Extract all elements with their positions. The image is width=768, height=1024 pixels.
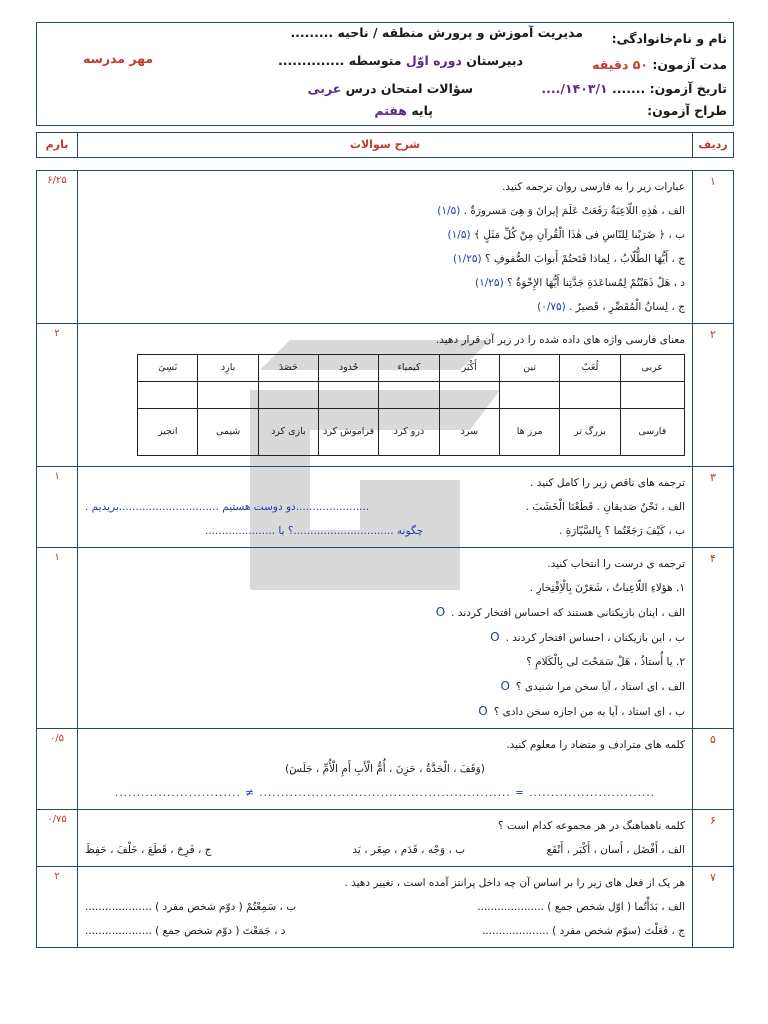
verb-row-2 bbox=[85, 919, 685, 943]
question-number: ۵ bbox=[692, 729, 733, 809]
question-7 bbox=[37, 867, 733, 947]
answer-blank[interactable]: چگونه ..............................؟ با ..................... bbox=[205, 525, 424, 537]
question-4 bbox=[37, 548, 733, 729]
exam-header bbox=[36, 22, 734, 126]
school-line: دبیرستان دوره اوّل متوسطه .............. bbox=[277, 53, 523, 68]
odd-one-out-sets bbox=[85, 838, 685, 862]
question-score: ۰/۵ bbox=[37, 729, 78, 809]
question-score: ۱ bbox=[37, 548, 78, 728]
answer-line bbox=[85, 781, 685, 805]
persian-word: شیمی bbox=[198, 409, 258, 456]
translate-item-e: ج ، لِسانُ الْمُقَصِّرِ ، قَصیرٌ . (۰/۷۵) bbox=[537, 301, 685, 313]
school-level: دوره اوّل bbox=[405, 53, 462, 68]
table-arabic-label: عربی bbox=[620, 355, 684, 382]
persian-word: انجیر bbox=[138, 409, 198, 456]
question-6 bbox=[37, 810, 733, 867]
answer-cell[interactable] bbox=[319, 382, 379, 409]
answer-cell[interactable] bbox=[138, 382, 198, 409]
arabic-word: تین bbox=[499, 355, 559, 382]
question-prompt: ترجمه های ناقص زیر را کامل کنید . bbox=[530, 477, 685, 489]
question-prompt: معنای فارسی واژه های داده شده را در زیر آن قرار دهید. bbox=[435, 334, 685, 346]
option-circle[interactable]: O bbox=[435, 605, 446, 619]
question-prompt: عبارات زیر را به فارسی روان ترجمه کنید. bbox=[502, 181, 685, 193]
synonym-blank[interactable]: ............................. = ............................. bbox=[384, 787, 655, 799]
question-prompt: ترجمه ی درست را انتخاب کنید. bbox=[547, 558, 685, 570]
persian-word: بزرگ تر bbox=[560, 409, 620, 456]
question-5 bbox=[37, 729, 733, 810]
option-2a[interactable]: الف ، ای استاد ، آیا سخن مرا شنیدی ؟O bbox=[500, 679, 685, 693]
option-2b[interactable]: ب ، ای استاد ، آیا به من اجازه سخن دادی ؟O bbox=[478, 704, 685, 718]
question-2 bbox=[37, 324, 733, 467]
caption-desc: شرح سوالات bbox=[349, 138, 421, 151]
persian-word: سرد bbox=[439, 409, 499, 456]
dept-title: مدیریت آموزش و پرورش منطقه / ناحیه ......... bbox=[290, 25, 583, 40]
set-c: ج ، فَرِحَ ، قَطَعَ ، خَلْفَ ، حَفِظَ bbox=[85, 844, 212, 856]
date-value: ۱۴۰۳/۱/.... bbox=[541, 81, 608, 96]
designer-label: طراح آزمون: bbox=[647, 103, 727, 118]
answer-cell[interactable] bbox=[258, 382, 318, 409]
translate-item-b: ب ، ﴿ ضَرَبْنا لِلنّاسِ فی هٰذَا الْقُرآنِ مِنْ کُلِّ مَثَلٍ ﴾ (۱/۵) bbox=[447, 229, 685, 241]
caption-score: بارم bbox=[37, 133, 78, 157]
persian-word: بازی کرد bbox=[258, 409, 318, 456]
questions-table bbox=[36, 170, 734, 948]
arabic-word: کیمیاء bbox=[379, 355, 439, 382]
answer-cell[interactable] bbox=[198, 382, 258, 409]
option-circle[interactable]: O bbox=[490, 630, 500, 644]
answer-cell[interactable] bbox=[560, 382, 620, 409]
question-score: ۲ bbox=[37, 324, 78, 466]
option-1a[interactable]: الف ، اینان بازیکنانی هستند که احساس افتخار کردند .O bbox=[435, 605, 685, 619]
answer-cell[interactable] bbox=[499, 382, 559, 409]
answer-cell[interactable] bbox=[379, 382, 439, 409]
caption-row: ردیف bbox=[692, 133, 733, 157]
question-score: ۶/۲۵ bbox=[37, 171, 78, 323]
question-number: ۲ bbox=[692, 324, 733, 466]
answer-blank[interactable]: ......................دو دوست هستیم ..............................بریدیم . bbox=[85, 501, 370, 513]
verb-item-b[interactable]: ب ، سَمِعْتُمْ ( دوّم شخص مفرد ) .................... bbox=[85, 901, 297, 913]
question-number: ۶ bbox=[692, 810, 733, 866]
verb-item-d[interactable]: د ، جَمَعْتَ ( دوّم شخص جمع ) .................... bbox=[85, 925, 286, 937]
table-persian-label: فارسی bbox=[620, 409, 684, 456]
option-circle[interactable]: O bbox=[478, 704, 488, 718]
set-a: الف ، أَفْضَل ، أَسان ، أَکْبَر ، أَنْفَع bbox=[546, 844, 685, 856]
sentence-2: ۲. یا أُستاذُ ، هَلْ سَمَحْتَ لی بِالْکَلامِ ؟ bbox=[526, 656, 685, 668]
grade-line: پایه هفتم bbox=[374, 103, 433, 118]
question-score: ۰/۷۵ bbox=[37, 810, 78, 866]
word-list: (وَقَفَ ، الْجَدَّةُ ، حَزِنَ ، أُمُّ الْأَبِ أَمِ الْأُمِّ ، جَلَسَ) bbox=[285, 763, 485, 775]
arabic-word: حَصَدَ bbox=[258, 355, 318, 382]
answer-cell[interactable] bbox=[439, 382, 499, 409]
completion-line-1: الف ، نَحْنُ صَدیقانِ . قَطَعْنَا الْخَشَبَ . ......................دو دوست هستیم ..............................بریدیم . bbox=[85, 495, 685, 519]
arabic-word: لُعَبٌ bbox=[560, 355, 620, 382]
antonym-blank[interactable]: ............................. ≠ ............................. bbox=[115, 787, 386, 799]
question-number: ۳ bbox=[692, 467, 733, 547]
completion-line-2: ب ، کَیْفَ رَجَعْتُما ؟ بِالسَّیّارَةِ . چگونه ..............................؟ با ..................... bbox=[85, 519, 685, 543]
option-1b[interactable]: ب ، این بازیکنان ، احساس افتخار کردند .O bbox=[490, 630, 685, 644]
translate-item-c: ج ، أَیُّهَا الطُّلّابُ ، لِماذا فَتَحتُمْ أَبوابَ الصُّفوفِ ؟ (۱/۲۵) bbox=[452, 253, 685, 265]
duration-label: مدت آزمون: ۵۰ دقیقه bbox=[592, 57, 727, 72]
arabic-word: نَسِیَ bbox=[138, 355, 198, 382]
verb-item-a[interactable]: الف ، بَدَأْتُما ( اوّل شخص جمع ) .................... bbox=[477, 901, 685, 913]
grade-value: هفتم bbox=[374, 103, 407, 118]
question-number: ۱ bbox=[692, 171, 733, 323]
verb-row-1 bbox=[85, 895, 685, 919]
arabic-word: أَکْبَر bbox=[439, 355, 499, 382]
question-prompt: هر یک از فعل های زیر را بر اساس آن چه داخل پرانتز آمده است ، تغییر دهید . bbox=[344, 877, 685, 889]
persian-word: فراموش کرد bbox=[319, 409, 379, 456]
exam-subject: عربی bbox=[307, 81, 342, 96]
arabic-word: بارِد bbox=[198, 355, 258, 382]
question-3 bbox=[37, 467, 733, 548]
date-label: تاریخ آزمون: ....... ۱۴۰۳/۱/.... bbox=[541, 81, 727, 96]
exam-sheet bbox=[36, 22, 734, 952]
translate-item-a: الف ، هٰذِهِ اللّاعِبَةُ رَفَعَتْ عَلَمَ إیرانَ وَ هِیَ مَسرورَةٌ . (۱/۵) bbox=[437, 205, 685, 217]
name-label: نام و نام‌خانوادگی: bbox=[611, 31, 727, 46]
option-circle[interactable]: O bbox=[500, 679, 510, 693]
vocab-table bbox=[137, 354, 685, 456]
duration-value: ۵۰ دقیقه bbox=[592, 57, 649, 72]
questions-caption bbox=[36, 132, 734, 158]
verb-item-c[interactable]: ج ، فَعَلْتَ (سوّم شخص مفرد ) .................... bbox=[482, 925, 685, 937]
question-prompt: کلمه های مترادف و متضاد را معلوم کنید. bbox=[506, 739, 685, 751]
set-b: ب ، وَجْه ، قَدَم ، صِغَر ، یَد bbox=[352, 844, 465, 856]
question-1 bbox=[37, 171, 733, 324]
exam-title: سؤالات امتحان درس عربی bbox=[307, 81, 473, 96]
school-stamp-label: مهر مدرسه bbox=[83, 51, 154, 66]
question-prompt: کلمه ناهماهنگ در هر مجموعه کدام است ؟ bbox=[498, 820, 685, 832]
translate-item-d: د ، هَلْ ذَهَبْتُمْ لِمُساعَدَةِ جَدَّتِنا أَیُّهَا الإِخْوَةُ ؟ (۱/۲۵) bbox=[474, 277, 685, 289]
blank-cell bbox=[620, 382, 684, 409]
question-score: ۲ bbox=[37, 867, 78, 947]
question-number: ۴ bbox=[692, 548, 733, 728]
persian-word: درو کرد bbox=[379, 409, 439, 456]
question-number: ۷ bbox=[692, 867, 733, 947]
sentence-1: ۱. هؤلاءِ اللّاعِباتُ ، شَعَرْنَ بِالْاِفْتِخارِ . bbox=[529, 582, 685, 594]
persian-word: مرز ها bbox=[499, 409, 559, 456]
question-score: ۱ bbox=[37, 467, 78, 547]
arabic-word: حُدود bbox=[319, 355, 379, 382]
